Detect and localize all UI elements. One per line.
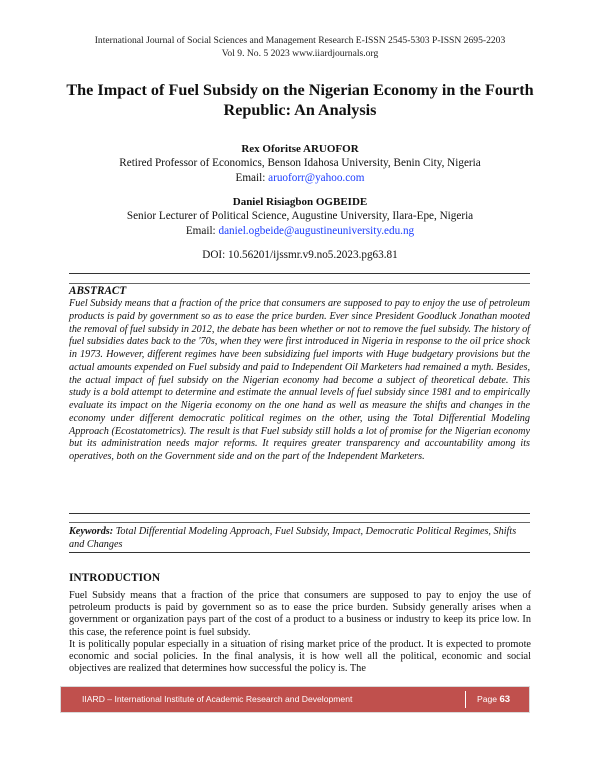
footer-publisher: IIARD – International Institute of Academic Research and Development [82,694,353,704]
abstract-body: Fuel Subsidy means that a fraction of the price that consumers are supposed to pay to enjoy the use of petroleum products is paid by government so as to ease the price burden. Ever since President Goodluck Jonathan mooted the removal of fuel subsidy in 2012, the debate has been whether or not to remove the fuel subsidy. The history of fuel subsidies dates back to the '70s, when they were first introduced in Nigeria in response to the oil price shock in 1973. However, different regimes have been subsidizing fuel imports with Huge budgetary provisions but the actual amounts expended on Fuel subsidy and paid to Independent Oil Marketers had remained a myth. Besides, the actual impact of fuel subsidy on the Nigerian economy had become a subject of theoretical debate. This study is a bold attempt to determine and estimate the annual levels of fuel subsidy since 1981 and to empirically evaluate its impact on the Nigeria economy on the one hand as well as measure the shifts and changes in the economy under different democratic political regimes on the other, using the Total Differential Modeling Approach (Ecostatometrics). The result is that Fuel subsidy still holds a lot of promise for the Nigerian economy but its administration needs major reforms. It requires greater transparency and accountability among its operatives, both on the Government side and on the part of the Independent Marketers. [69,298,530,462]
abstract-heading: ABSTRACT [69,285,127,297]
journal-issn-line: International Journal of Social Sciences and Management Research E-ISSN 2545-5303 P-ISSN 2695-2203 [94,35,506,46]
author-block-2 [60,195,540,238]
divider [69,283,530,284]
paper-doi: DOI: 10.56201/ijssmr.v9.no5.2023.pg63.81 [202,249,398,261]
introduction-paragraph-2: It is politically popular especially in a situation of rising market price of the product. It is expected to promote economic and social policies. In the final analysis, it is how well all the political, economic and social objectives are realized that determines how successful the policy is. The [69,638,531,675]
introduction-heading: INTRODUCTION [69,572,161,584]
email-label: Email: [185,224,216,237]
author-affiliation: Senior Lecturer of Political Science, Augustine University, Ilara-Epe, Nigeria [126,210,474,223]
footer-page-label: Page [477,694,498,704]
author-email-link[interactable]: daniel.ogbeide@augustineuniversity.edu.ng [218,224,415,237]
introduction-paragraph-1: Fuel Subsidy means that a fraction of the price that consumers are supposed to pay to enjoy the use of petroleum products is paid by government so as to ease the price burden. Subsidy generally arises when a government or organization pays part of the cost of a product to a business or industry to keep its price low. In this case, the reference point is fuel subsidy. [69,590,531,638]
journal-header [0,35,600,60]
author-email-line [60,171,540,185]
paper-title: The Impact of Fuel Subsidy on the Nigerian Economy in the Fourth Republic: An Analysis [66,81,534,119]
divider [69,552,530,553]
journal-volume-line: Vol 9. No. 5 2023 www.iiardjournals.org [221,47,379,59]
footer-page [477,694,510,705]
email-label: Email: [235,171,266,184]
footer-separator [465,691,466,708]
author-email-link[interactable]: aruoforr@yahoo.com [268,171,365,184]
author-name: Daniel Risiagbon OGBEIDE [232,196,368,208]
author-email-line [60,224,540,238]
author-name: Rex Oforitse ARUOFOR [241,143,359,155]
keywords-text: Total Differential Modeling Approach, Fuel Subsidy, Impact, Democratic Political Regimes, Shifts and Changes [69,526,517,550]
footer-page-number: 63 [499,694,511,705]
divider [69,273,530,274]
keywords [69,525,530,551]
author-affiliation: Retired Professor of Economics, Benson Idahosa University, Benin City, Nigeria [119,157,481,170]
author-block-1 [60,142,540,185]
divider [69,513,530,514]
footer-bar [60,686,530,713]
keywords-label: Keywords: [69,526,114,537]
introduction-body [69,590,531,675]
divider [69,522,530,523]
